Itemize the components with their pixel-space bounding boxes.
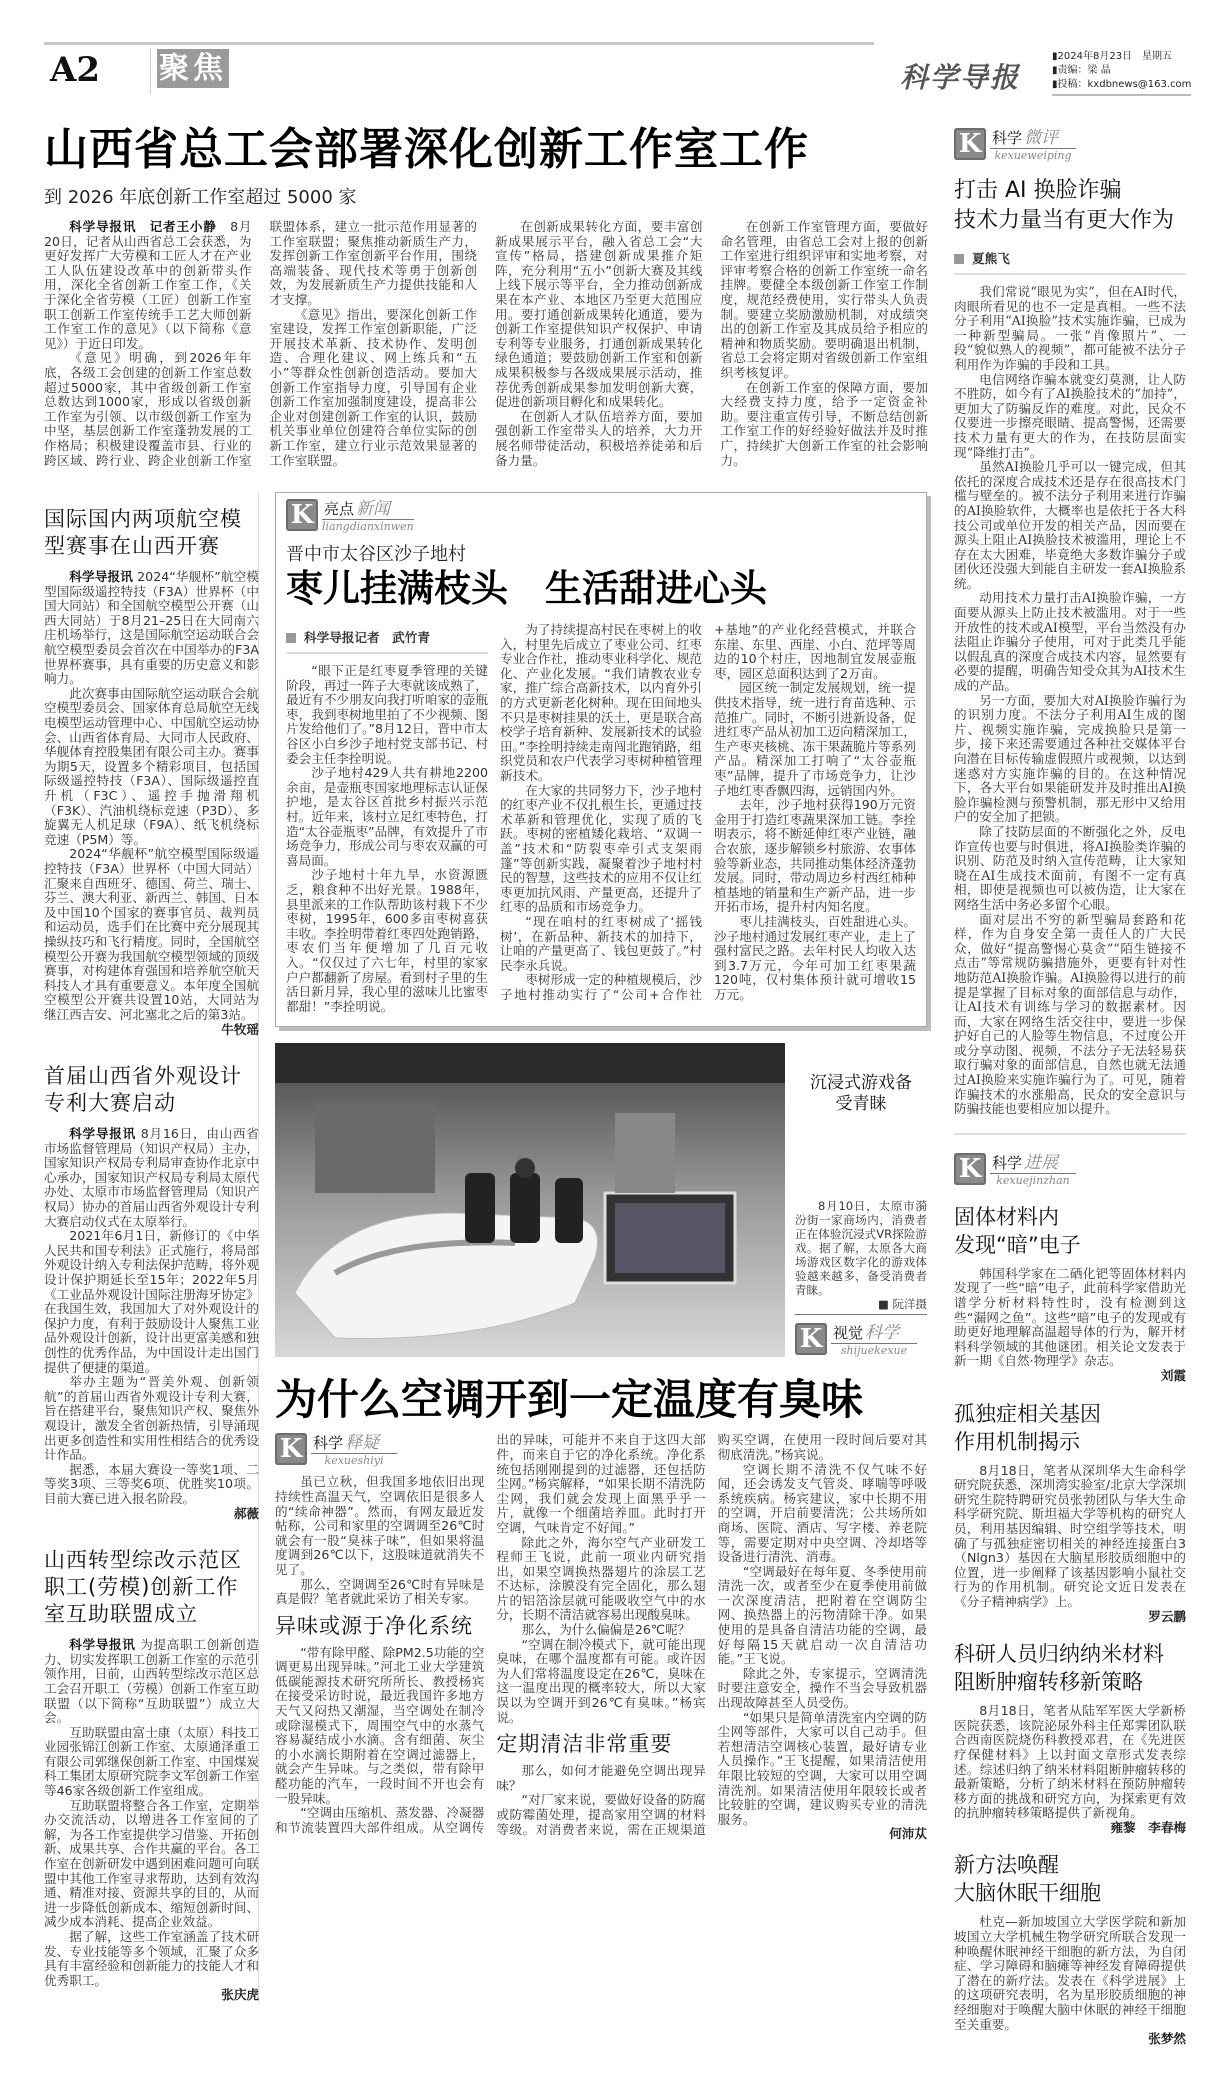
paragraph: “如果只是简单清洗室内空调的防尘网等部件，大家可以自己动手。但若想清洁空调核心装置，最好请专业人员操作。”王飞提醒，如果清洁使用年限比较短的空调，大家可以用空调清洗剂。如果清洁使用年限较长或者比较脏的空调，建议购买专业的清洗服务。	[717, 1709, 927, 1827]
progress-item-body	[954, 1267, 1186, 1384]
section-subheading: 定期清洁非常重要	[496, 1732, 673, 1757]
brief-body	[44, 1127, 259, 1521]
brief-body	[44, 570, 259, 1037]
paragraph: 除此之外，海尔空气产业研发工程师王飞说，此前一项业内研究指出，如果空调换热器翅片的涂层工艺不达标，涂膜没有完全固化，那么翅片的铝箔涂层就可能吸收空气中的水分，长期不清洁就容易出现酸臭味。	[496, 1534, 706, 1623]
commentary-banner: K 科学 微评 kexueweiping	[954, 128, 1186, 162]
photo-row	[275, 1043, 927, 1357]
paragraph: 8月18日，笔者从深圳华大生命科学研究院获悉，深圳湾实验室/北京大学深圳研究生院特聘研究员张勃团队与华大生命科学研究院、斯坦福大学等机构的研究人员，利用基因编辑、时空组学等技术，明确了与孤独症密切相关的神经连接蛋白3（Nlgn3）基因在大脑星形胶质细胞中的位置，进一步阐释了该基因影响小鼠社交行为的作用机制。研究论文近日发表在《分子精神病学》上。	[954, 1462, 1186, 1609]
k-logo-icon: K	[795, 1323, 827, 1355]
progress-item-body	[954, 1464, 1186, 1625]
paragraph: 枣树形成一定的种植规模后，沙子地村推动实行了“公司+合作社+基地”的产业化经营模式，并联合东崖、东里、西崖、小白、范坪等周边的10个村庄，因地制宜发展壶瓶枣，园区总面积达到了2万亩。	[500, 622, 916, 1002]
paragraph: “空调在制冷模式下，就可能出现臭味，在哪个温度都有可能。或许因为人们常将温度设定在26℃，臭味在这一温度出现的概率较大，所以大家误以为空调开到26℃有臭味。”杨宾说。	[496, 1636, 706, 1725]
progress-item-author: 张梦然	[1148, 2031, 1186, 2047]
progress-item-body	[954, 1704, 1186, 1835]
photo-image	[275, 1043, 785, 1357]
paragraph	[44, 1799, 259, 1930]
brief-article	[44, 506, 259, 1037]
progress-item-title	[954, 1851, 1186, 1907]
paragraph: 《意见》指出，要深化创新工作室建设，发挥工作室创新职能，广泛开展技术革新、技术协作、发明创造、合理化建议、网上练兵和“五小”等群众性创新创造活动。要加大创新工作室指导力度，引导国有企业创新工作室加强制度建设，提高非公企业对创建创新工作室的认识，鼓励机关事业单位创建符合单位实际的创新工作室，建立行业示范效果显著的工作室联盟。	[269, 306, 477, 468]
paragraph: 虽然AI换脸几乎可以一键完成，但其依托的深度合成技术还是存在很高技术门槛与壁垒的。被不法分子利用来进行诈骗的AI换脸软件，大概率也是依托于各大科技公司或单位开发的相关产品，因而要在源头上阻止AI换脸技术被滥用，理论上不存在太大困难，毕竟绝大多数诈骗分子或团伙还没强大到能自主研发一套AI换脸系统。	[954, 459, 1186, 591]
paragraph: 那么，如何才能避免空调出现异味？	[496, 1763, 706, 1793]
progress-item-title	[954, 1640, 1186, 1696]
paragraph: 空调长期不清洗不仅气味不好闻，还会诱发支气管炎、哮喘等呼吸系统疾病。杨宾建议，家中长期不用的空调，开启前要清洗；公共场所如商场、医院、酒店、写字楼、养老院等，需要定期对中央空调、冷却塔等设备进行清洗、消毒。	[717, 1461, 927, 1565]
lower-area	[44, 492, 928, 2003]
feature-box	[275, 492, 927, 1027]
paragraph	[44, 1638, 259, 1726]
ac-author: 何沛苁	[889, 1826, 927, 1842]
feature-headline: 枣儿挂满枝头 生活甜进心头	[286, 567, 767, 611]
paragraph	[44, 847, 259, 1022]
paragraph: “空调最好在每年夏、冬季使用前清洗一次，或者至少在夏季使用前做一次深度清洁，把附着在空调防尘网、换热器上的污物清除干净。如果使用的是具备自清洁功能的空调，最好每隔15天就启动一次自清洁功能。”王飞说。	[717, 1563, 927, 1667]
paragraph: 为了持续提高村民在枣树上的收入，村里先后成立了枣业公司、红枣专业合作社，推动枣业科学化、规范化、产业化发展。“我们请教农业专家，推广综合高新技术，以内育外引的方式更新老化树种。现在田间地头不只是枣树挂果的沃土，更是联合高校学子培育新种、发展新技术的试验田。”李拴明持续走南闯北跑销路，组织党员和农户代表学习枣树种植管理新技术。	[500, 622, 702, 784]
k-logo-icon: K	[954, 1153, 986, 1185]
paragraph-text: 互助联盟由富士康（太原）科技工业园张锦江创新工作室、太原通泽重工有限公司郭继保创新工作室、中国煤炭科工集团太原研究院李文军创新工作室等46家各级创新工作室组成。	[44, 1724, 259, 1799]
progress-item-body	[954, 1915, 1186, 2046]
commentary-body	[954, 285, 1186, 1117]
paragraph: “眼下正是红枣夏季管理的关键阶段，再过一阵子大枣就该成熟了，最近有不少朋友向我打听咱家的壶瓶枣，我到枣树地里拍了不少视频、图片发给他们了。”8月12日，晋中市太谷区小白乡沙子地村党支部书记、村委会主任李拴明说。	[286, 663, 488, 766]
lead-first-paragraph: 科学导报讯 记者王小静 8月20日，记者从山西省总工会获悉，为更好发挥广大劳模和工匠人才在产业工人队伍建设改革中的创新带头作用，深化全省创新工作室工作，《关于深化全省劳模（工匠）创新工作室职工创新工作室传统手工艺大师创新工作室工作的意见》（以下简称《意见》）于近日印发。	[44, 219, 252, 351]
lead-subtitle: 到 2026 年底创新工作室超过 5000 家	[44, 187, 357, 208]
right-column	[954, 124, 1186, 2063]
title-line: 大脑休眠干细胞	[954, 1881, 1101, 1906]
paragraph: 去年，沙子地村获得190万元资金用于打造红枣蔬果深加工链。李拴明表示，将不断延伸红枣产业链，融合农旅，逐步解锁乡村旅游、农事体验等新业态，共同推动集体经济蓬勃发展。同时，带动周边乡村西红柿种植基地的销量和生产新产品，进一步开拓市场，提升村内知名度。	[714, 797, 916, 915]
science-qa-banner: K 科学 释疑 kexueshiyi	[275, 1433, 484, 1467]
paragraph-text: 举办主题为“晋美外观、创新领航”的首届山西省外观设计专利大赛，旨在搭建平台，聚焦知识产权、聚焦外观设计，激发全省创新热情，引导涌现出更多创造性和实用性相结合的优秀设计作品。	[44, 1374, 259, 1463]
paragraph: 虽已立秋，但我国多地依旧出现持续性高温天气，空调依旧是很多人的“续命神器”。然而，有网友最近发帖称，公司和家里的空调调至26℃时就会有一股“臭袜子味”，但如果将温度调到26℃以下，这股味道就消失不见了。	[275, 1474, 485, 1577]
k-logo-icon: K	[954, 128, 986, 160]
progress-list	[954, 1203, 1186, 2047]
paragraph: 那么，为什么偏偏是26℃呢？	[521, 1622, 691, 1638]
photo-credit: ■ 阮洋摄	[795, 1297, 927, 1315]
feature-kicker: 晋中市太谷区沙子地村	[286, 544, 466, 566]
title-line: 固体材料内	[954, 1204, 1059, 1229]
paragraph-text: 2024“华舰杯”航空模型国际级遥控特技（F3A）世界杯（中国大同站）汇聚来自西班牙、德国、荷兰、瑞士、芬兰、澳大利亚、新西兰、韩国、日本及中国10个国家的赛事官员、裁判员和运动员，选手们在比赛中充分展现其操纵技巧和飞行精度。同时，全国航空模型公开赛为我国航空模型领域的顶级赛事，对构建体育强国和培养航空航天科技人才具有重要意义。本年度全国航空模型公开赛共设置10站，大同站为继江西吉安、河北塞北之后的第3站。	[44, 846, 259, 1022]
paragraph-text: 此次赛事由国际航空运动联合会航空模型委员会、国家体育总局航空无线电模型运动管理中心、中国航空运动协会、山西省体育局、大同市人民政府、华舰体育控股集团有限公司主办。赛事为期5天，设置多个精彩项目，包括国际级遥控特技（F3A）、国际级遥控直升机（F3C）、遥控手抛滑翔机（F3K）、汽油机绕标竞速（P3D）、多旋翼无人机足球（F9A）、纸飞机绕标竞速（P5M）等。	[44, 685, 259, 847]
paragraph-text: 为提高职工创新创造力、切实发挥职工创新工作室的示范引领作用，日前，山西转型综改示范区总工会召开职工（劳模）创新工作室互助联盟（以下简称“互助联盟”）成立大会。	[44, 1637, 259, 1726]
paragraph	[44, 570, 259, 687]
commentary-author: 夏熊飞	[954, 244, 1186, 275]
paragraph: “现在咱村的红枣树成了‘摇钱树’，在新品种、新技术的加持下，让咱的产量更高了、钱包更鼓了。”村民李永兵说。	[500, 913, 702, 973]
paragraph: 除此之外，专家提示，空调清洗时要注意安全，操作不当会导致机器出现故障甚至人员受伤。	[717, 1665, 927, 1711]
paragraph	[44, 1726, 259, 1799]
paragraph: 动用技术力量打击AI换脸诈骗，一方面要从源头上防止技术被滥用。对于一些开放性的技术或AI模型，平台当然没有办法阻止诈骗分子使用，可对于此类几乎能以假乱真的深度合成技术内容，显然要有必要的提醒，明确告知受众其为AI技术生成的产品。	[954, 590, 1186, 694]
title-line: 科研人员归纳纳米材料	[954, 1642, 1164, 1667]
paragraph: 在创新工作室的保障方面，要加大经费支持力度，给予一定资金补助。要注重宣传引导，不断总结创新工作室工作的好经验好做法并及时推广，持续扩大创新工作室的社会影响力。	[720, 379, 928, 468]
brief-title: 山西转型综改示范区职工(劳模)创新工作室互助联盟成立	[44, 1548, 242, 1627]
paragraph: 我们常说“眼见为实”，但在AI时代，肉眼所看见的也不一定是真相。一些不法分子利用“AI换脸”技术实施诈骗，已成为一种新型骗局。一张“肖像照片”、一段“貌似熟人的视频”，都可能被不法分子利用作为诈骗的手段和工具。	[954, 284, 1186, 372]
title-line: 孤独症相关基因	[954, 1401, 1101, 1426]
paragraph: 《意见》明确，到2026年年底，各级工会创建的创新工作室总数超过5000家，其中省级创新工作室总数达到1000家，形成以省级创新工作室为引领、以市级创新工作室为中坚，基层创新工作室蓬勃发展的工作格局；积极建设覆盖市县、行业的跨区域、跨行业、跨企业创新工作室联盟体系，建立一批示范作用显著的工作室联盟；聚焦推动新质生产力，发挥创新工作室创新平台作用，围绕高端装备、现代技术等勇于创新创效，为发展新质生产力提供技能和人才支撑。	[44, 219, 477, 468]
lead-body	[44, 220, 928, 468]
progress-item	[954, 1400, 1186, 1625]
paragraph	[44, 1127, 259, 1229]
paragraph: “带有除甲醛、除PM2.5功能的空调更易出现异味。”河北工业大学建筑低碳能源技术研究所所长、教授杨宾在接受采访时说，最近我国许多地方天气又闷热又潮湿，当空调处在制冷或除湿模式下，周围空气中的水蒸气容易凝结成小水滴。含有细菌、灰尘的小水滴长期附着在空调过滤器上，就会产生异味。与之类似，带有除甲醛功能的汽车，一段时间不开也会有一股异味。	[275, 1644, 485, 1806]
paragraph: “空调由压缩机、蒸发器、冷凝器和节流装置四大部件组成。从空调传出的异味，可能并不来自于这四大部件，而来自于它的净化系统。净化系统包括刚刚提到的过滤器，还包括防尘网。”杨宾解释，“如果长期不清洗防尘网，我们就会发现上面黑乎乎一片，就像一个细菌培养皿。此时打开空调，气味肯定不好闻。”	[275, 1432, 706, 1835]
section-name: 聚焦	[159, 51, 227, 86]
paragraph-text: 2024“华舰杯”航空模型国际级遥控特技（F3A）世界杯（中国大同站）和全国航空模型公开赛（山西大同站）于8月21–25日在大同南六庄机场举行，这是国际航空运动联合会航空模型委员会首次在中国举办的F3A世界杯赛事，具有重要的历史意义和影响力。	[44, 569, 259, 687]
paragraph	[44, 1930, 259, 1988]
brief-author: 牛牧瑶	[221, 1021, 259, 1037]
section-divider	[954, 1133, 1186, 1135]
k-logo-icon: K	[275, 1433, 307, 1465]
paragraph: 杜克—新加坡国立大学医学院和新加坡国立大学机械生物学研究所联合发现一种唤醒休眠神经干细胞的新方法，为自闭症、学习障碍和脑瘫等神经发育障碍提供了潜在的新疗法。发表在《科学进展》上的这项研究表明，名为星形胶质细胞的神经细胞对于唤醒大脑中休眠的神经干细胞至关重要。	[954, 1914, 1186, 2032]
brief-lead: 科学导报讯	[69, 569, 133, 585]
editor: ▮责编：梁 晶	[1052, 65, 1111, 76]
brief-body	[44, 1638, 259, 2003]
paragraph: 园区统一制定发展规划，统一提供技术指导，统一进行育苗选种、示范推广。同时，不断引进新设备，促进红枣产品从初加工迈向精深加工，生产枣夹核桃、冻干果蔬脆片等系列产品。精深加工打响了“太谷壶瓶枣”品牌，提升了市场竞争力，让沙子地红枣香飘四海，远销国内外。	[714, 680, 916, 798]
brief-title: 首届山西省外观设计专利大赛启动	[44, 1064, 242, 1116]
ac-body	[275, 1433, 927, 1842]
paragraph-text: 互助联盟将整合各工作室，定期举办交流活动，以增进各工作室间的了解，为各工作室提供学习借鉴、开拓创新、成果共享、合作共赢的平台。各工作室在创新研发中遇到困难问题可向联盟中其他工作室寻求帮助，达到有效沟通、精准对接、资源共享的目的，从而进一步降低创新成本、缩短创新时间、减少成本消耗、提高企业效益。	[44, 1797, 259, 1930]
paragraph: 沙子地村429人共有耕地2200余亩，是壶瓶枣国家地理标志认证保护地，是太谷区首批乡村振兴示范村。近年来，该村立足红枣特色，打造“太谷壶瓶枣”品牌，有效提升了市场竞争力，形成公司与枣农双赢的可喜局面。	[286, 765, 488, 868]
paragraph: 那么，空调调至26℃时有异味是真是假？笔者就此采访了相关专家。	[275, 1576, 485, 1607]
left-briefs	[44, 492, 259, 2003]
section-subheading: 异味或源于净化系统	[275, 1613, 473, 1638]
progress-item-title	[954, 1203, 1186, 1259]
paragraph: 在创新人才队伍培养方面，要加强创新工作室带头人的培养，大力开展名师带徒活动，积极培养徒弟和后备力量。	[495, 408, 703, 468]
paragraph: 沙子地村十年九旱，水资源匮乏，粮食种不出好光景。1988年，县里派来的工作队帮助该村栽下不少枣树，1995年，600多亩枣树喜获丰收。李拴明带着红枣四处跑销路，枣农们当年便增加了几百元收入。“仅仅过了六七年，村里的家家户户都翻新了房屋。看到村子里的生活日新月异，我心里的滋味儿比蜜枣都甜！”李拴明说。	[286, 867, 488, 1014]
paragraph: 面对层出不穷的新型骗局套路和花样，作为自身安全第一责任人的广大民众，做好“提高警惕心莫贪”“陌生链接不点击”等常规防骗措施外，更要有针对性地防范AI换脸诈骗。AI换脸得以进行的前提是掌握了目标对象的面部信息与动作，让AI技术有训练与学习的数据素材。因而，大家在网络生活交往中，要进一步保护好自己的人脸等生物信息，不过度公开或分享动图、视频，不法分子无法轻易获取行骗对象的面部信息，自然也就无法通过AI换脸来实施诈骗行为了。可见，随着诈骗技术的水涨船高，民众的安全意识与防骗技能也要相应加以提升。	[954, 911, 1186, 1117]
contact-email[interactable]: ▮投稿：kxdbnews@163.com	[1052, 79, 1192, 90]
paragraph: “对厂家来说，要做好设备的防腐或防霉菌处理，提高家用空调的材料等级。对消费者来说，需在正规渠道购买空调，在使用一段时间后要对其彻底清洗。”杨宾说。	[496, 1432, 927, 1837]
commentary-title: 打击 AI 换脸诈骗 技术力量当有更大作为	[954, 178, 1175, 233]
feature-body	[286, 623, 916, 1014]
paragraph: 8月18日，笔者从陆军军医大学新桥医院获悉，该院泌尿外科主任郑霁团队联合西南医院烧伤科教授邓君，在《先进医疗保健材料》上以封面文章形式发表综述。综述归纳了纳米材料阻断肿瘤转移的最新策略，分析了纳米材料在预防肿瘤转移方面的挑战和研究方向，为探索更有效的抗肿瘤转移策略提供了新视角。	[954, 1703, 1186, 1821]
paragraph	[44, 687, 259, 848]
brief-author: 张庆虎	[221, 1987, 259, 2003]
k-logo-icon: K	[286, 499, 318, 531]
issue-date: ▮2024年8月23日 星期五	[1052, 51, 1173, 62]
feature-byline: 科学导报记者 武竹青	[286, 623, 488, 654]
paragraph	[44, 1229, 259, 1375]
photo-side	[795, 1043, 927, 1357]
title-line: 新方法唤醒	[954, 1853, 1059, 1878]
paragraph: 枣儿挂满枝头，百姓甜进心头。沙子地村通过发展红枣产业，走上了强村富民之路。去年村民人均收入达到3.7万元，今年可加工红枣果蔬120吨，仅村集体预计就可增收15万元。	[714, 913, 916, 1002]
brief-author: 郝薇	[233, 1505, 259, 1521]
brief-lead: 科学导报讯	[69, 1637, 136, 1653]
title-line: 阻断肿瘤转移新策略	[954, 1670, 1143, 1695]
page-bottom-space	[0, 2063, 1220, 2083]
page-number: A2	[50, 50, 101, 90]
progress-item	[954, 1203, 1186, 1384]
paragraph: 在大家的共同努力下，沙子地村的红枣产业不仅扎根生长，更通过技术革新和管理优化，实现了质的飞跃。枣树的密植矮化栽培、“双调一盖”技术和“防裂枣牵引式支架雨篷”等创新实践，凝聚着沙子地村村民的智慧，这些技术的应用不仅让红枣更加抗风雨、产量更高，还提升了红枣的品质和市场竞争力。	[500, 782, 702, 915]
visual-science-banner: K 视觉 科学 shijuekexue	[795, 1323, 927, 1357]
paragraph	[44, 1463, 259, 1507]
brief-article	[44, 1547, 259, 2003]
progress-banner: K 科学 进展 kexuejinzhan	[954, 1153, 1186, 1187]
brief-article	[44, 1063, 259, 1521]
title-line: 作用机制揭示	[954, 1429, 1080, 1454]
photo-caption: 8月10日，太原市漪汾街一家商场内，消费者正在体验沉浸式VR探险游戏。据了解，太原各大商场游戏区数字化的游戏体验越来越多，备受消费者青睐。 ■ 阮洋摄 K 视觉 科学 shijuekexue	[795, 1199, 927, 1358]
brief-lead: 科学导报讯	[69, 1126, 136, 1142]
paragraph: 韩国科学家在二硒化钯等固体材料内发现了一些“暗”电子，此前科学家借助光谱学分析材料特性时，没有检测到这些“漏网之鱼”。这些“暗”电子的发现或有助更好地理解高温超导体的行为，解开材料科学领域的其他谜团。相关论文发表于新一期《自然·物理学》杂志。	[954, 1265, 1186, 1369]
progress-item-title	[954, 1400, 1186, 1456]
title-line: 发现“暗”电子	[954, 1232, 1081, 1257]
paper-logo: 科学导报	[900, 61, 1021, 94]
lead-headline: 山西省总工会部署深化创新工作室工作	[44, 124, 809, 175]
progress-item-author: 刘霞	[1160, 1368, 1186, 1383]
paragraph: 另一方面，要加大对AI换脸诈骗行为的识别力度。不法分子利用AI生成的图片、视频实施诈骗，完成换脸只是第一步，接下来还需要通过各种社交媒体平台向潜在目标传输虚假照片或视频，以达到迷惑对方实施诈骗的目的。在这种情况下，各大平台如果能研发并及时推出AI换脸诈骗检测与预警机制，那无形中又给用户的安全加了把锁。	[954, 692, 1186, 825]
progress-item-author: 罗云鹏	[1148, 1608, 1186, 1624]
paragraph-text: 2021年6月1日，新修订的《中华人民共和国专利法》正式施行，将局部外观设计纳入专利法保护范畴，将外观设计保护期延长至15年；2022年5月《工业品外观设计国际注册海牙协定》在我国生效，我国加大了对外观设计的保护力度，有利于鼓励设计人聚焦工业品外观设计创新，设计出更富美感和独创性的优秀作品，为中国设计走出国门提供了便捷的渠道。	[44, 1228, 259, 1375]
left-main	[44, 124, 928, 2003]
brief-title: 国际国内两项航空模型赛事在山西开赛	[44, 507, 242, 559]
center-area	[275, 492, 927, 1842]
vr-game-photo	[275, 1043, 785, 1357]
progress-item	[954, 1640, 1186, 1835]
feature-banner: K 亮点 新闻 liangdianxinwen	[286, 499, 916, 533]
progress-item-author: 雍黎 李春梅	[1110, 1819, 1186, 1835]
progress-item	[954, 1851, 1186, 2046]
paragraph-text: 据悉，本届大赛设一等奖1项、二等奖3项、三等奖6项、优胜奖10项。目前大赛已进入报名阶段。	[44, 1461, 259, 1506]
paragraph-text: 8月16日，由山西省市场监督管理局（知识产权局）主办，国家知识产权局专利局审查协作北京中心承办，国家知识产权局专利局太原代办处、太原市市场监督管理局（知识产权局）协办的首届山西省外观设计专利大赛启动仪式在太原举行。	[44, 1126, 259, 1229]
paragraph: 除了技防层面的不断强化之外，反电诈宣传也要与时俱进，将AI换脸类诈骗的识别、防范及时纳入宣传范畴，让大家知晓在AI生成技术面前，有图不一定有真相，即使是视频也可以被伪造，让大家在网络生活中务必多留个心眼。	[954, 823, 1186, 912]
paragraph: 在创新工作室管理方面，要做好命名管理，由省总工会对上报的创新工作室进行组织评审和实地考察，对评审考察合格的创新工作室统一命名挂牌。要健全本级创新工作室工作制度，规范经费使用，实行带头人负责制。要建立奖励激励机制，对成绩突出的创新工作室及其成员给予相应的精神和物质奖励。要明确退出机制，省总工会将定期对省级创新工作室组织考核复评。	[720, 219, 928, 380]
paragraph-text: 据了解，这些工作室涵盖了技术研发、专业技能等多个领域，汇聚了众多具有丰富经验和创新能力的技能人才和优秀职工。	[44, 1929, 259, 1988]
paragraph: 电信网络诈骗本就变幻莫测，让人防不胜防，如今有了AI换脸技术的“加持”，更加大了防骗反诈的难度。对此，民众不仅要进一步擦亮眼睛、提高警惕，还需要技术力量有更大的作为，在技防层面实现“降维打击”。	[954, 371, 1186, 460]
paragraph	[44, 1375, 259, 1463]
photo-title: 沉浸式游戏备受青睐	[810, 1073, 912, 1115]
ac-headline: 为什么空调开到一定温度有臭味	[275, 1375, 864, 1425]
paragraph: 在创新成果转化方面，要丰富创新成果展示平台，融入省总工会“大宣传”格局，搭建创新成果推介矩阵，充分利用“五小”创新大赛及其线上线下展示等平台，全力推动创新成果在本产业、本地区乃至更大范围应用。要打通创新成果转化通道，要为创新工作室提供知识产权保护、申请专利等专业服务，打通创新成果转化绿色通道；要鼓励创新工作室和创新成果积极参与各级成果展示活动，推荐优秀创新成果参加发明创新大赛，促进创新项目孵化和成果转化。	[495, 219, 703, 410]
